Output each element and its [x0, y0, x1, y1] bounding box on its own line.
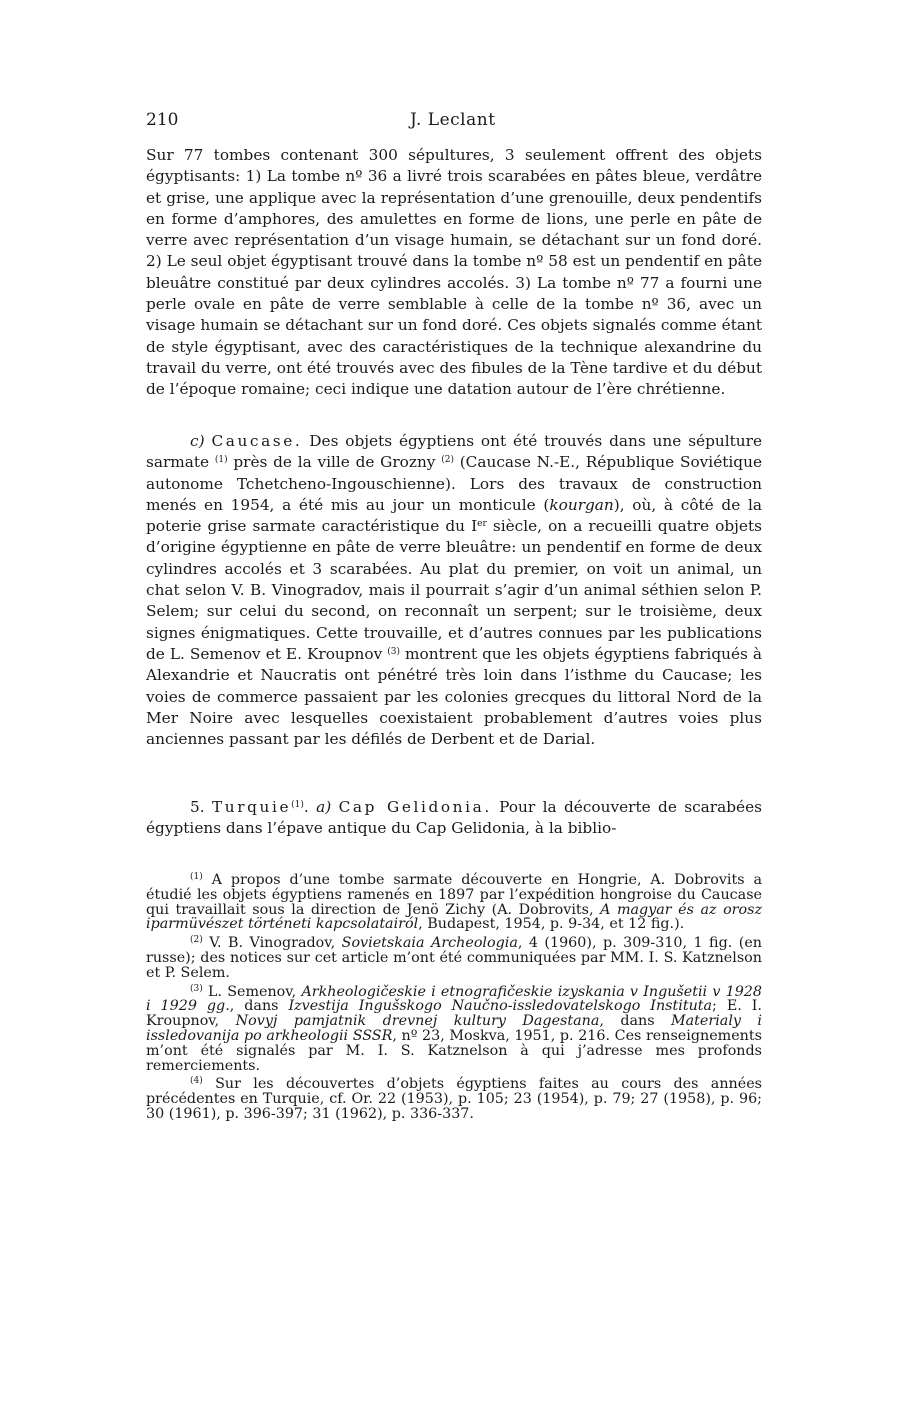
term-kourgan: kourgan — [549, 495, 614, 514]
section-number: 5. — [190, 798, 205, 816]
paragraph-turquie — [146, 797, 762, 840]
footnote-ref[interactable]: (3) — [387, 646, 401, 657]
running-header-author: J. Leclant — [410, 110, 496, 130]
subsection-letter: a) — [316, 798, 332, 816]
footnote-ref[interactable]: (1) — [291, 800, 304, 810]
paragraph-tombs — [146, 145, 762, 401]
section-heading-turquie: Turquie — [211, 798, 292, 816]
paragraph-text: c) Caucase. Des objets égyptiens ont été trouvés dans une sépulture sarmate $^{(1)}$ près de la ville de Grozny $^{(2)}$ (Caucase N.-E., République Soviétique autonome Tchetcheno-Ingouschienne). Lors des travaux de construction menés en 1954, a été mis au jour un monticule (kourgan), où, à côté de la poterie grise sarmate caractéristique du Ier siècle, on a recueilli quatre objets d’origine égyptienne en pâte de verre bleuâtre: un pendentif en forme de deux cylindres accolés et 3 scarabées. Au plat du premier, on voit un animal, un chat selon V. B. Vinogradov, mais il pourrait s’agir d’un animal séthien selon P. Selem; sur celui du second, on reconnaît un serpent; sur le troisième, deux signes énigmatiques. Cette trouvaille, et d’autres connues par les publications de L. Semenov et E. Kroupnov $^{(3)}$ montrent que les objets égyptiens fabriqués à Alexandrie et Naucratis ont pénétré très loin dans l’isthme du Caucase; les voies de commerce passaient par les colonies grecques du littoral Nord de la Mer Noire avec lesquelles coexistaient probablement d’autres voies plus anciennes passant par les défilés de Derbent et de Darial. — [146, 432, 763, 749]
footnote-mark: (4) — [190, 1076, 203, 1087]
paragraph-text: Sur 77 tombes contenant 300 sépultures, 3 seulement offrent des objets égyptisants: 1) La tombe nº 36 a livré trois scarabées en pâtes bleue, verdâtre et grise, une applique avec la représentation d’une grenouille, deux pendentifs en forme d’amphores, des amulettes en forme de lions, une perle en pâte de verre avec représentation d’un visage humain, se détachant sur un fond doré. 2) Le seul objet égyptisant trouvé dans la tombe nº 58 est un pendentif en pâte bleuâtre constitué par deux cylindres accolés. 3) La tombe nº 77 a fourni une perle ovale en pâte de verre semblable à celle de la tombe nº 36, avec un visage humain se détachant sur un fond doré. Ces objets signalés comme étant de style égyptisant, avec des caractéristiques de la technique alexandrine du travail du verre, ont été trouvés avec des fibules de la Tène tardive et du début de l’époque romaine; ceci indique une datation autour de l’ère chrétienne. — [146, 146, 762, 399]
footnote-ref[interactable]: (2) — [441, 455, 454, 466]
footnote-mark: (2) — [190, 935, 203, 946]
subsection-heading-cap-gelidonia: Cap Gelidonia. — [338, 798, 492, 816]
footnote-1: $^{(1)}$ A propos d’une tombe sarmate découverte en Hongrie, A. Dobrovits a étudié les objets égyptiens ramenés en 1897 par l’expédition hongroise du Caucase qui travaillait sous la direction de Jenö Zichy (A. Dobrovits, A magyar és az orosz iparmüvészet történeti kapcsolatairól, Budapest, 1954, p. 9-34, et 12 fig.). — [146, 872, 762, 933]
section-heading-caucase: Caucase. — [211, 432, 303, 450]
footnote-mark: (3) — [190, 983, 203, 994]
section-letter: c) — [190, 432, 205, 450]
footnote-ref[interactable]: (1) — [214, 455, 228, 466]
footnote-4: $^{(4)}$ Sur les découvertes d’objets égyptiens faites au cours des années précédentes en Turquie, cf. Or. 22 (1953), p. 105; 23 (1954), p. 79; 27 (1958), p. 96; 30 (1961), p. 396-397; 31 (1962), p. 336-337. — [146, 1076, 762, 1122]
footnotes — [146, 873, 762, 1122]
paragraph-caucase — [146, 431, 762, 750]
footnote-mark: (1) — [190, 872, 203, 882]
footnote-2: $^{(2)}$ V. B. Vinogradov, Sovietskaia Archeologia, 4 (1960), p. 309-310, 1 fig. (en russe); des notices sur cet article m’ont été communiquées par MM. I. S. Katznelson et P. Selem. — [146, 935, 762, 981]
paragraph-text: 5. Turquie$^{(1)}$. a) Cap Gelidonia. Pour la découverte de scarabées égyptiens dans l’épave antique du Cap Gelidonia, à la biblio- — [146, 798, 762, 838]
superscript-er: er — [477, 519, 487, 530]
footnote-3: $^{(3)}$ L. Semenov, Arkheologičeskie i etnografičeskie izyskania v Ingušetii v 1928 i 1929 gg., dans Izvestija Ingušskogo Naučno-issledovatelskogo Instituta; E. I. Kroupnov, Novyj pamjatnik drevnej kultury Dagestana, dans Materialy i issledovanija po arkheologii SSSR, nº 23, Moskva, 1951, p. 216. Ces renseignements m’ont été signalés par M. I. S. Katznelson à qui j’adresse mes profonds remerciements. — [146, 983, 762, 1074]
page-number: 210 — [146, 110, 179, 130]
